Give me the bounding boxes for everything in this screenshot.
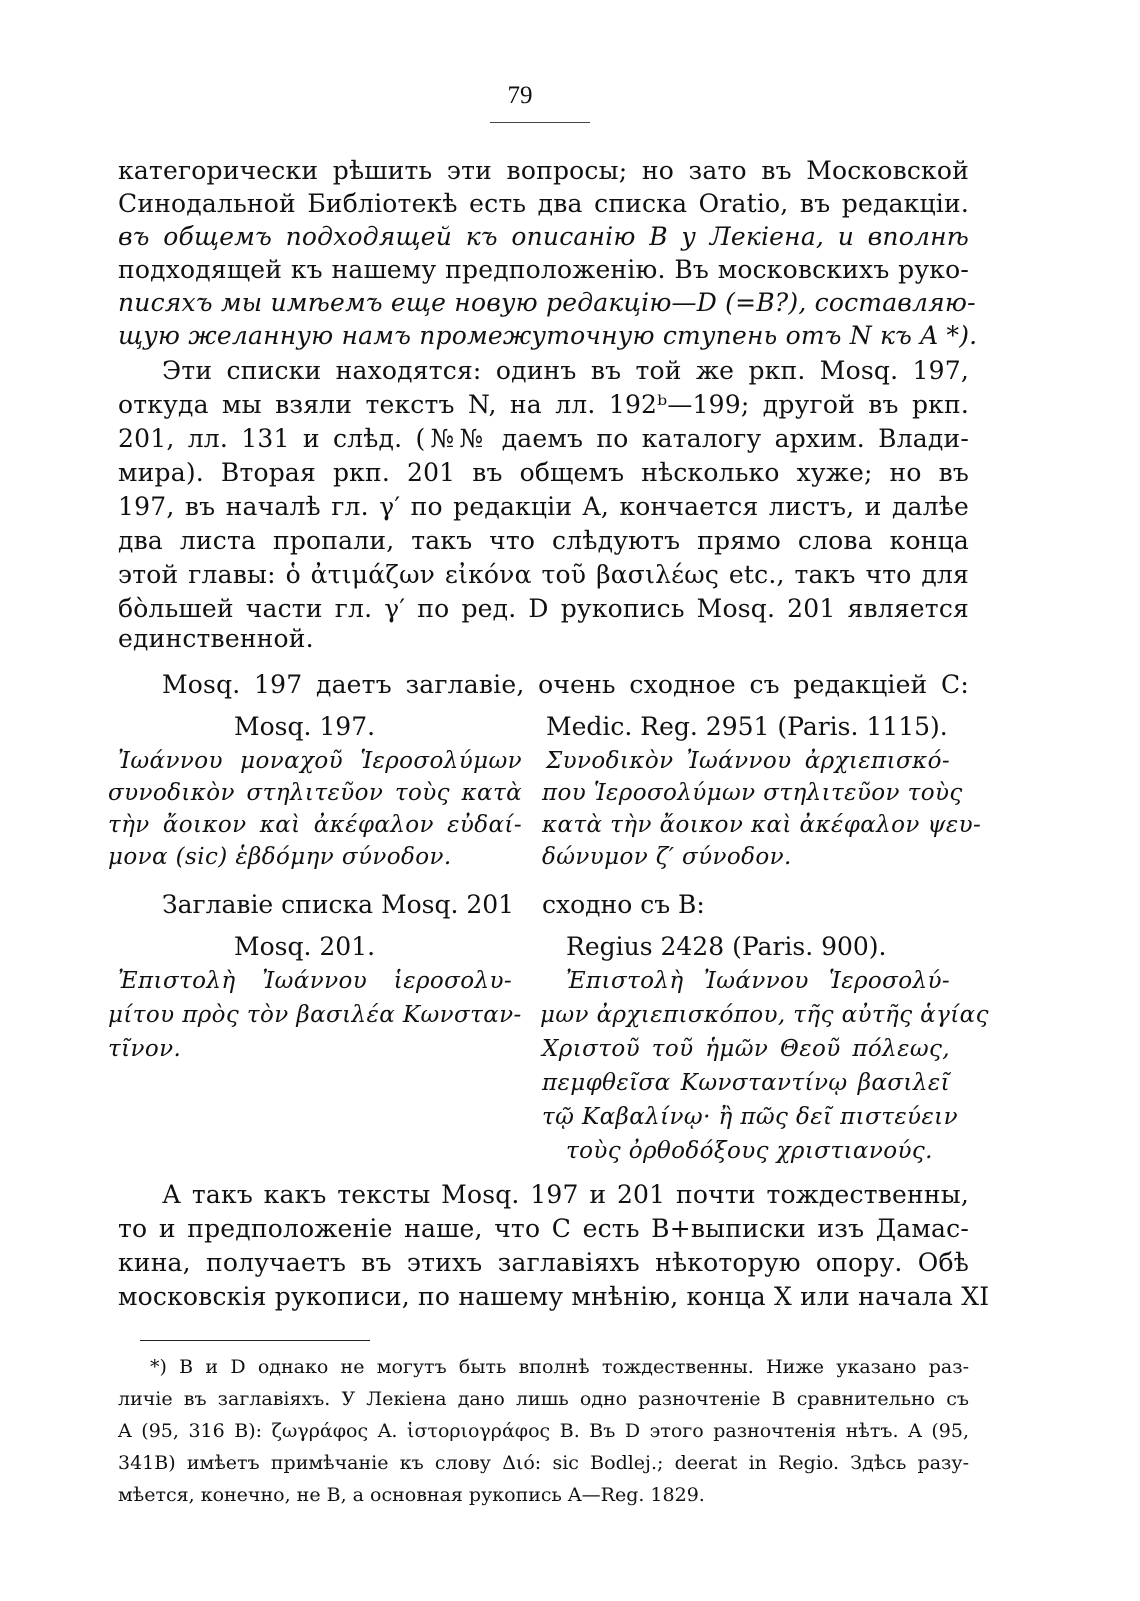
footnote-line: личіе въ заглавіяхъ. У Лекіена дано лишь одно разночтеніе B сравнительно съ bbox=[118, 1388, 969, 1410]
paragraph-line: единственной. bbox=[118, 624, 314, 653]
section-intro: сходно съ B: bbox=[542, 890, 705, 919]
right-column-heading: Regius 2428 (Paris. 900). bbox=[566, 932, 887, 961]
paragraph-line: Синодальной Библіотекѣ есть два списка Oratio, въ редакціи. bbox=[118, 189, 969, 218]
paragraph-line: писяхъ мы имѣемъ еще новую редакцію—D (=B?), составляю- bbox=[118, 288, 976, 317]
paragraph-line: московскія рукописи, по нашему мнѣнію, конца X или начала XI bbox=[118, 1282, 990, 1311]
section-intro: Mosq. 197 даетъ заглавіе, очень сходное съ редакціей C: bbox=[162, 670, 969, 699]
right-column-heading: Medic. Reg. 2951 (Paris. 1115). bbox=[546, 712, 948, 741]
paragraph-line: щую желанную намъ промежуточную ступень отъ N къ A *). bbox=[118, 321, 978, 350]
left-column-heading: Mosq. 201. bbox=[234, 932, 376, 961]
header-rule bbox=[490, 122, 590, 123]
paragraph-line: 201, лл. 131 и слѣд. (№№ даемъ по каталогу архим. Влади- bbox=[118, 424, 969, 453]
paragraph-line: въ общемъ подходящей къ описанію B у Лекіена, и вполнѣ bbox=[118, 222, 969, 251]
paragraph-line: мира). Вторая ркп. 201 въ общемъ нѣсколько хуже; но въ bbox=[118, 458, 969, 487]
page-number: 79 bbox=[507, 82, 533, 109]
paragraph-line: категорически рѣшить эти вопросы; но зато въ Московской bbox=[118, 156, 969, 185]
section-intro: Заглавіе списка Mosq. 201 bbox=[162, 890, 515, 919]
paragraph-line: Эти списки находятся: одинъ въ той же ркп. Mosq. 197, bbox=[162, 356, 969, 385]
greek-line: Ἰωάννου μοναχοῦ Ἱεροσολύμων bbox=[118, 748, 522, 774]
footnote-rule bbox=[140, 1340, 370, 1341]
paragraph-line: бо̀льшей части гл. γ′ по ред. D рукопись Mosq. 201 является bbox=[118, 594, 969, 623]
greek-line: Συνοδικὸν Ἰωάννου ἀρχιεπισκό- bbox=[546, 748, 950, 774]
greek-line: τὴν ἄοικον καὶ ἀκέφαλον εὐδαί- bbox=[108, 812, 522, 838]
paragraph-line: подходящей къ нашему предположенію. Въ московскихъ руко- bbox=[118, 255, 969, 284]
paragraph-line: откуда мы взяли текстъ N, на лл. 192ᵇ—199; другой въ ркп. bbox=[118, 390, 969, 419]
paragraph-line: два листа пропали, такъ что слѣдуютъ прямо слова конца bbox=[118, 526, 969, 555]
greek-line: τῷ Καβαλίνῳ· ἢ πῶς δεῖ πιστεύειν bbox=[542, 1104, 958, 1130]
paragraph-line: то и предположеніе наше, что C есть B+выписки изъ Дамас- bbox=[118, 1214, 969, 1243]
greek-line: Ἐπιστολὴ Ἰωάννου ἱεροσολυ- bbox=[118, 968, 512, 994]
greek-line: τῖνον. bbox=[108, 1036, 182, 1062]
left-column-heading: Mosq. 197. bbox=[234, 712, 376, 741]
greek-line: Ἐπιστολὴ Ἰωάννου Ἱεροσολύ- bbox=[566, 968, 950, 994]
greek-line: συνοδικὸν στηλιτεῦον τοὺς κατὰ bbox=[108, 780, 522, 806]
paragraph-line: этой главы: ὁ ἀτιμάζων εἰκόνα τοῦ βασιλέως etc., такъ что для bbox=[118, 560, 969, 589]
paragraph-line: 197, въ началѣ гл. γ′ по редакціи A, кончается листъ, и далѣе bbox=[118, 492, 969, 521]
greek-line: τοὺς ὀρθοδόξους χριστιανούς. bbox=[566, 1138, 933, 1164]
footnote-line: *) B и D однако не могутъ быть вполнѣ тождественны. Ниже указано раз- bbox=[150, 1356, 969, 1378]
greek-line: δώνυμον ζ′ σύνοδον. bbox=[542, 844, 792, 870]
greek-line: Χριστοῦ τοῦ ἡμῶν Θεοῦ πόλεως, bbox=[542, 1036, 950, 1062]
greek-line: κατὰ τὴν ἄοικον καὶ ἀκέφαλον ψευ- bbox=[542, 812, 982, 838]
footnote-line: A (95, 316 B): ζωγράφος A. ἱστοριογράφος B. Въ D этого разночтенія нѣтъ. A (95, bbox=[118, 1420, 969, 1442]
footnote-line: мѣется, конечно, не B, а основная рукопись A—Reg. 1829. bbox=[118, 1484, 705, 1506]
greek-line: μονα (sic) ἑβδόμην σύνοδον. bbox=[108, 844, 452, 870]
paragraph-line: кина, получаетъ въ этихъ заглавіяхъ нѣкоторую опору. Обѣ bbox=[118, 1248, 969, 1277]
greek-line: που Ἱεροσολύμων στηλιτεῦον τοὺς bbox=[542, 780, 963, 806]
greek-line: πεμφθεῖσα Κωνσταντίνῳ βασιλεῖ bbox=[542, 1070, 950, 1096]
paragraph-line: А такъ какъ тексты Mosq. 197 и 201 почти тождественны, bbox=[162, 1180, 969, 1209]
greek-line: μων ἀρχιεπισκόπου, τῆς αὐτῆς ἁγίας bbox=[540, 1002, 989, 1028]
greek-line: μίτου πρὸς τὸν βασιλέα Κωνσταν- bbox=[108, 1002, 522, 1028]
footnote-line: 341B) имѣетъ примѣчаніе къ слову Διό: sic Bodlej.; deerat in Regio. Здѣсь разу- bbox=[118, 1452, 969, 1474]
